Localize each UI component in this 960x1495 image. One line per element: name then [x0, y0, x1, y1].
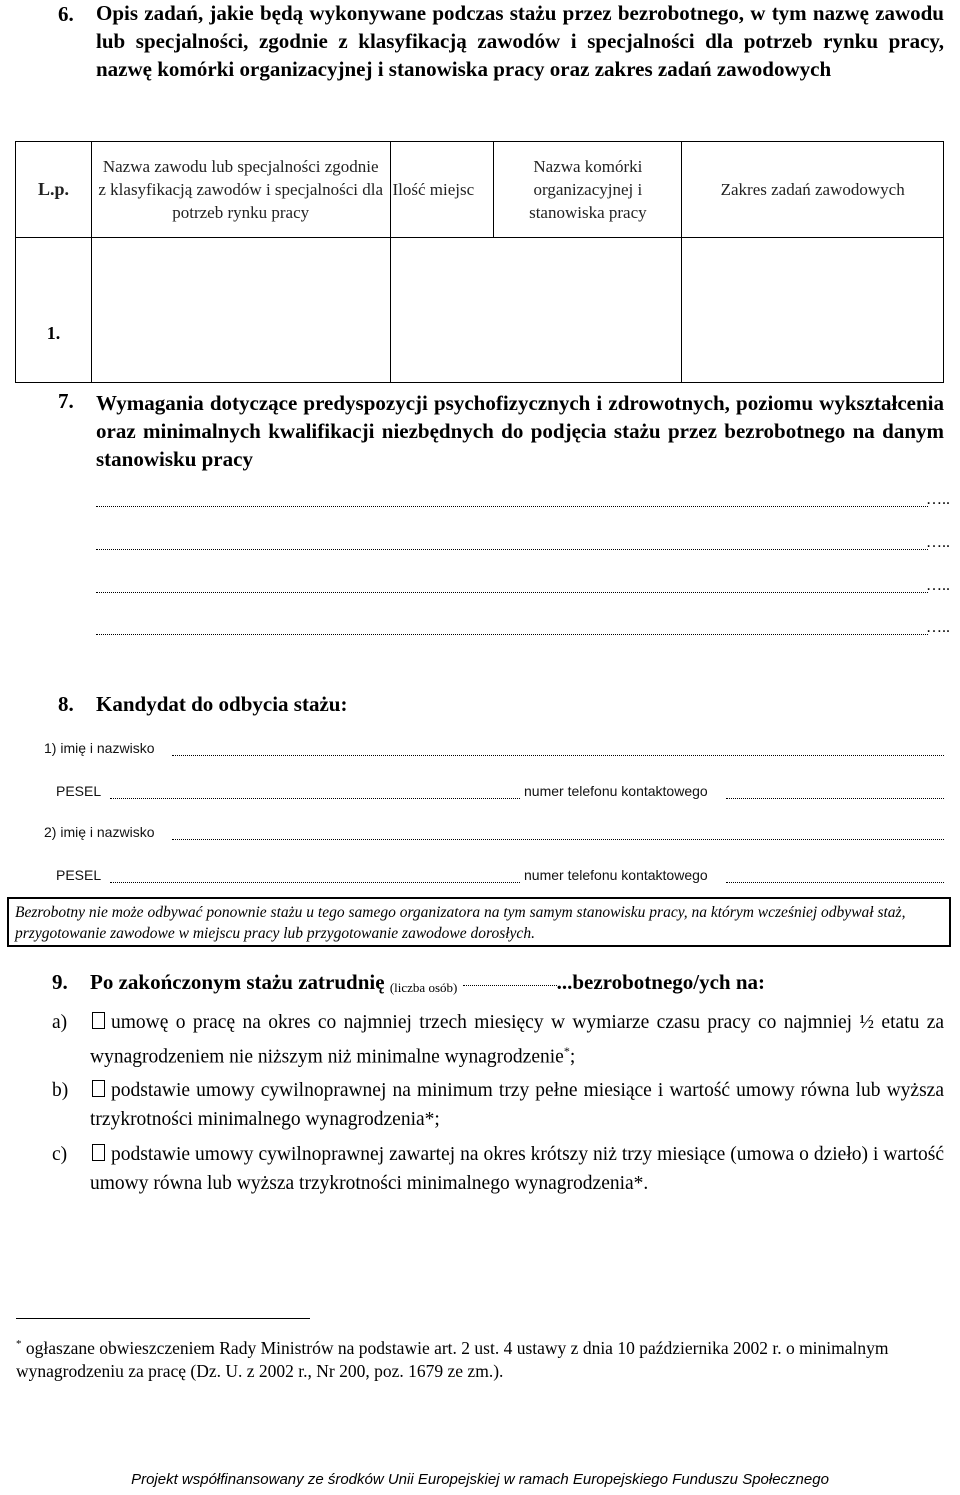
option-a-checkbox[interactable] [92, 1012, 105, 1029]
row-zakres-cell[interactable] [682, 238, 944, 383]
candidate-note: Bezrobotny nie może odbywać ponownie stażu u tego samego organizatora na tym samym stanowisku pracy, na którym wcześniej odbywał staż, przygotowanie zawodowe w miejscu pracy lub przygotowanie zawodowe dorosłych. [7, 897, 951, 947]
answer-line-3[interactable] [96, 592, 928, 593]
header-lp: L.p. [16, 142, 92, 238]
option-b-letter: b) [52, 1080, 69, 1101]
answer-line-2-end: ….. [926, 534, 950, 551]
footnote-divider [16, 1318, 310, 1319]
section-9-title [90, 968, 765, 1002]
option-c-letter: c) [52, 1144, 68, 1165]
section-9-number: 9. [52, 970, 68, 994]
option-c-checkbox[interactable] [92, 1144, 105, 1161]
candidate-1-phone-field[interactable] [726, 798, 944, 799]
candidate-1-pesel-label: PESEL [56, 783, 102, 799]
option-a-letter: a) [52, 1012, 68, 1033]
section-7-number: 7. [58, 389, 74, 413]
candidate-2-name-field[interactable] [172, 839, 944, 840]
header-komorka: Nazwa komórki organizacyjnej i stanowiska pracy [494, 142, 682, 238]
option-a-body [90, 1008, 944, 1072]
option-a-text: umowę o pracę na okres co najmniej trzech miesięcy w wymiarze czasu pracy co najmniej ½ etatu za wynagrodzeniem nie niższym niż minimalne wynagrodzenie [90, 1012, 944, 1068]
option-c-text: podstawie umowy cywilnoprawnej zawartej na okres krótszy niż trzy miesiące (umowa o dzieło) i wartość umowy równa lub wyższa trzykrotności minimalnego wynagrodzenia*. [90, 1144, 944, 1194]
option-b-checkbox[interactable] [92, 1080, 105, 1097]
section-7-title: Wymagania dotyczące predyspozycji psychofizycznych i zdrowotnych, poziomu wykształcenia oraz minimalnych kwalifikacji niezbędnych do podjęcia stażu przez bezrobotnego na danym stanowisku pracy [96, 391, 944, 471]
answer-line-4[interactable] [96, 634, 928, 635]
row-zawod-cell[interactable] [91, 238, 390, 383]
candidate-2-phone-field[interactable] [726, 882, 944, 883]
section-6-title: Opis zadań, jakie będą wykonywane podczas stażu przez bezrobotnego, w tym nazwę zawodu lub specjalności, zgodnie z klasyfikacją zawodów i specjalności dla potrzeb rynku pracy, nazwę komórki organizacyjnej i stanowiska pracy oraz zakres zadań zawodowych [96, 1, 944, 81]
answer-line-1[interactable] [96, 506, 928, 507]
footnote-mark: * [16, 1338, 22, 1350]
option-a-suffix: ; [569, 1046, 576, 1068]
option-a-sup: * [563, 1044, 570, 1058]
option-c-body [90, 1140, 944, 1198]
table-header-row [16, 142, 944, 238]
candidate-1-phone-label: numer telefonu kontaktowego [524, 783, 708, 799]
section-6-number: 6. [58, 2, 74, 26]
header-zakres: Zakres zadań zawodowych [682, 142, 944, 238]
section-9-title-note: (liczba osób) [389, 980, 458, 995]
answer-line-3-end: ….. [926, 577, 950, 594]
candidate-2-pesel-label: PESEL [56, 867, 102, 883]
page-footer: Projekt współfinansowany ze środków Unii Europejskiej w ramach Europejskiego Funduszu Społecznego [131, 1471, 829, 1488]
section-8-number: 8. [58, 692, 74, 716]
row-ilosc-komorka-cell[interactable] [390, 238, 682, 383]
answer-line-4-end: ….. [926, 619, 950, 636]
answer-line-1-end: ….. [926, 491, 950, 508]
header-ilosc: Ilość miejsc [390, 142, 494, 238]
candidate-1-pesel-field[interactable] [110, 798, 520, 799]
footnote [16, 1333, 946, 1383]
header-zawod: Nazwa zawodu lub specjalności zgodnie z klasyfikacją zawodów i specjalności dla potrzeb rynku pracy [91, 142, 390, 238]
section-9-title-part2: ...bezrobotnego/ych na: [556, 970, 766, 994]
table-row [16, 238, 944, 383]
candidate-2-phone-label: numer telefonu kontaktowego [524, 867, 708, 883]
section-8-title: Kandydat do odbycia stażu: [96, 692, 348, 716]
row-lp: 1. [16, 238, 92, 383]
option-b-text: podstawie umowy cywilnoprawnej na minimum trzy pełne miesiące i wartość umowy równa lub wyższa trzykrotności minimalnego wynagrodzenia*; [90, 1080, 944, 1130]
candidate-2-name-label: 2) imię i nazwisko [44, 824, 155, 840]
footnote-text: ogłaszane obwieszczeniem Rady Ministrów na podstawie art. 2 ust. 4 ustawy z dnia 10 października 2002 r. o minimalnym wynagrodzeniu za pracę (Dz. U. z 2002 r., Nr 200, poz. 1679 ze zm.). [16, 1337, 889, 1381]
candidate-1-name-field[interactable] [172, 755, 944, 756]
answer-line-2[interactable] [96, 549, 928, 550]
candidate-1-name-label: 1) imię i nazwisko [44, 740, 155, 756]
employ-count-field[interactable] [463, 985, 557, 986]
section-9-title-part1: Po zakończonym stażu zatrudnię [90, 970, 385, 994]
option-b-body [90, 1076, 944, 1134]
tasks-table [15, 141, 944, 383]
candidate-2-pesel-field[interactable] [110, 882, 520, 883]
